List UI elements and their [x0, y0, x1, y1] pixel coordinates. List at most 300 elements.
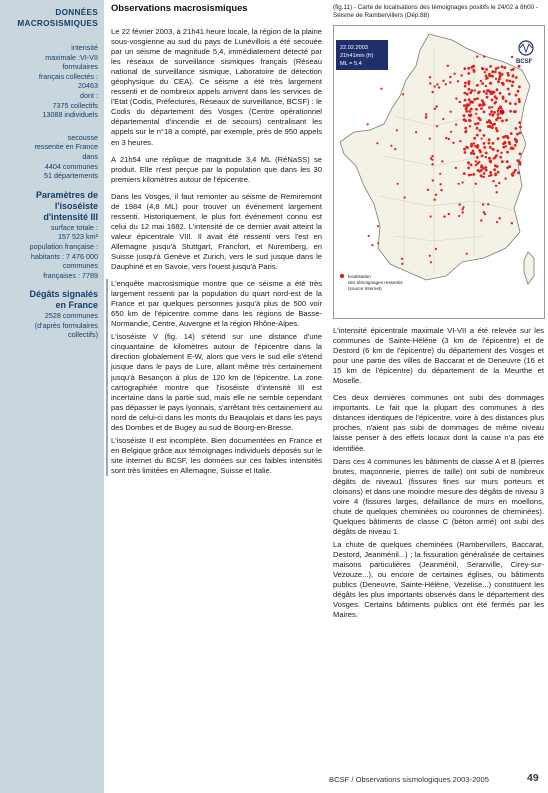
testimony-dot [465, 130, 467, 132]
testimony-dot [492, 180, 494, 182]
testimony-dot [471, 89, 474, 92]
sidebar-params-title: Paramètres de [35, 189, 98, 200]
testimony-dot [467, 167, 470, 170]
testimony-dot [492, 142, 495, 145]
testimony-dot [473, 98, 476, 101]
testimony-dot [491, 106, 493, 108]
testimony-dot [470, 143, 473, 146]
testimony-dot [430, 215, 432, 217]
testimony-dot [483, 55, 485, 57]
testimony-dot [440, 189, 442, 191]
testimony-dot [434, 108, 436, 110]
testimony-dot [401, 258, 403, 260]
paragraph: L'isoséiste V (fig. 14) s'étend sur une distance d'une cinquantaine de kilomètres autour de l'épicentre dans la direction globalement E-W, alors que vers le sud elle s'étend jusque dans le pays de Lure, allant même très certainement jusqu'à Besançon à plus de 120 km de l'épicentre. La zone cartographiée montre que l'isoséiste d'intensité III est incertaine dans la partie sud, mais elle ne semble cependant pas dépasser le pays lyonnais, s'arrêtant très certainement au nord de celui-ci dans les monts du Beaujolais et dans les pays des Dombes et de Bugey au sud de Bourg-en-Bresse. [111, 332, 322, 432]
testimony-dot [511, 173, 514, 176]
testimony-dot [473, 152, 476, 155]
survey-block [106, 279, 322, 476]
paragraph: L'intensité épicentrale maximale VI-VII a été relevée sur les communes de Sainte-Hélène (3 km de l'épicentre) et de Destord (6 km de l'épicentre) du département des Vosges et pour une partie des villes de Baccarat et de Deneuvre (16 et 15 km de l'épicentre) du département de la Meurthe et Moselle. [333, 326, 544, 386]
testimony-dot [475, 164, 477, 166]
testimony-dot [512, 74, 514, 76]
sidebar-stat-line: 157 523 km² [58, 232, 98, 242]
testimony-dot [500, 152, 502, 154]
testimony-dot [457, 80, 459, 82]
legend-line: des témoignages ressentis [348, 280, 403, 285]
sidebar-stat-line: intensité [71, 43, 98, 52]
testimony-dot [498, 182, 500, 184]
testimony-dot [498, 78, 501, 81]
sidebar-params-title: d'intensité III [43, 211, 98, 222]
testimony-dot [463, 104, 466, 107]
testimony-dot [496, 130, 499, 133]
testimony-dot [466, 253, 468, 255]
testimony-dot [506, 166, 509, 169]
testimony-dot [453, 73, 455, 75]
testimony-dot [501, 65, 504, 68]
testimony-dot [450, 111, 452, 113]
testimony-dot [475, 113, 477, 115]
testimony-dot [486, 121, 489, 124]
testimony-dot [397, 183, 399, 185]
testimony-dot [464, 127, 467, 130]
sidebar-stat-line: dans [82, 151, 98, 161]
sidebar-stat-line: communes [62, 261, 98, 271]
testimony-dot [377, 242, 379, 244]
testimony-dot [442, 80, 444, 82]
sidebar [0, 0, 104, 793]
testimony-dot [484, 213, 486, 215]
sidebar-stat-line: surface totale : [50, 222, 98, 232]
testimony-dot [518, 132, 521, 135]
testimony-dot [476, 134, 479, 137]
testimony-dot [477, 144, 480, 147]
testimony-dot [470, 164, 473, 167]
testimony-dot [511, 56, 513, 58]
testimony-dot [475, 160, 477, 162]
sidebar-stat-line: habitants : 7 476 000 [30, 251, 98, 261]
testimony-dot [432, 91, 434, 93]
sidebar-stat-line: 20463 [78, 81, 98, 91]
testimony-dot [455, 97, 457, 99]
testimony-dot [501, 160, 504, 163]
testimony-dot [495, 97, 498, 100]
testimony-dot [481, 175, 483, 177]
testimony-dot [401, 263, 403, 265]
testimony-dot [468, 119, 471, 122]
testimony-dot [488, 125, 491, 128]
testimony-dot [485, 169, 488, 172]
testimony-dot [483, 146, 486, 149]
testimony-dot [468, 114, 471, 117]
testimony-dot [479, 129, 482, 132]
testimony-dot [496, 88, 499, 91]
testimony-dot [480, 219, 482, 221]
testimony-dot [510, 147, 513, 150]
testimony-dot [469, 110, 472, 113]
testimony-dot [483, 90, 486, 93]
testimony-dot [488, 175, 490, 177]
testimony-dot [455, 123, 457, 125]
testimony-dot [490, 110, 493, 113]
testimony-dot [497, 67, 499, 69]
testimony-dot [483, 142, 486, 145]
sidebar-stat-line: dont : [80, 90, 98, 100]
testimony-dot [509, 110, 512, 113]
paragraph: Ces deux dernières communes ont subi des dommages importants. Le fait que la plupart des communes à des distances identiques de l'épicentre, voire à des distances plus proches, n'aient pas subi de dommages de même niveau laisse penser à des effets locaux dont la cause n'a pas été identifiée. [333, 393, 544, 453]
left-column [111, 27, 322, 479]
testimony-dot [518, 85, 521, 88]
testimony-dot [481, 104, 484, 107]
testimony-dot [445, 137, 447, 139]
testimony-dot [435, 105, 437, 107]
testimony-dot [429, 76, 431, 78]
testimony-dot [467, 72, 470, 75]
testimony-dot [482, 203, 484, 205]
testimony-dot [489, 65, 492, 68]
testimony-dot [504, 177, 506, 179]
legend-line: localisation [348, 274, 371, 279]
testimony-dot [473, 137, 476, 140]
testimony-dot [499, 92, 502, 95]
sidebar-stat-line: françaises : 7789 [43, 270, 98, 280]
testimony-dot [455, 167, 457, 169]
testimony-dot [394, 148, 396, 150]
testimony-dot [489, 160, 492, 163]
testimony-dot [485, 152, 488, 155]
testimony-dot [514, 138, 517, 141]
testimony-dot [476, 55, 478, 57]
epicenter-marker [499, 109, 505, 115]
sidebar-stats [0, 29, 104, 120]
testimony-dot [509, 80, 512, 83]
testimony-dot [459, 203, 461, 205]
testimony-dot [439, 173, 441, 175]
testimony-dot [415, 131, 417, 133]
testimony-dot [492, 115, 494, 117]
testimony-dot [468, 103, 471, 106]
testimony-dot [468, 88, 471, 91]
testimony-dot [462, 206, 464, 208]
testimony-dot [493, 168, 496, 171]
testimony-dot [510, 132, 513, 135]
testimony-dot [472, 69, 475, 72]
testimony-dot [468, 98, 471, 101]
testimony-dot [458, 215, 460, 217]
sidebar-stat-line: 13088 individuels [42, 110, 98, 120]
testimony-dot [488, 142, 491, 145]
testimony-dot [518, 98, 521, 101]
testimony-dot [495, 185, 497, 187]
testimony-dot [390, 145, 392, 147]
testimony-dot [462, 181, 464, 183]
testimony-dot [452, 142, 454, 144]
testimony-dot [479, 103, 482, 106]
testimony-dot [481, 82, 484, 85]
testimony-dot [480, 107, 483, 110]
sidebar-params-title: l'isoséiste [54, 200, 98, 211]
testimony-dot [484, 71, 486, 73]
testimony-dot [477, 169, 480, 172]
testimony-dot [497, 80, 500, 83]
testimony-dot [488, 157, 491, 160]
testimony-dot [515, 76, 518, 79]
sidebar-stat-line: (d'après formulaires [34, 320, 98, 330]
testimony-dot [517, 90, 520, 93]
bcsf-logo-text: BCSF [516, 59, 533, 65]
legend-line: (source Internet) [348, 286, 382, 291]
testimony-dot [492, 158, 494, 160]
sidebar-stat-line: 4404 communes [44, 161, 98, 171]
testimony-dot [494, 70, 497, 73]
testimony-dot [439, 183, 441, 185]
testimony-dot [470, 100, 473, 103]
testimony-dot [518, 121, 521, 124]
testimony-dot [504, 66, 507, 69]
sidebar-stat-line: formulaires [62, 62, 98, 72]
sidebar-damage [0, 280, 104, 340]
testimony-dot [467, 162, 470, 165]
testimony-dot [504, 141, 507, 144]
testimony-dot [478, 161, 480, 163]
testimony-dot [476, 156, 479, 159]
testimony-dot [518, 65, 521, 68]
paragraph: Le 22 février 2003, à 21h41 heure locale, la région de la plaine sous-vosgienne au sud du pays de Lunévillois a été secouée par un séisme de magnitude 5,4, immédiatement détecté par les réseaux de surveillance sismiques français (Réseau national de surveillance sismique, Laboratoire de détection géophysique du CEA). Ce séisme a été très largement ressenti et de nombreux appels arrivent dans les services de l'Etat (Codis, Préfectures, Réseaux de surveillance, BCSF) : le Codis du département des Vosges (Centre opérationnel départemental d'incendie et de secours) centralisant les appels sur le n°18 a compté, par exemple, près de 950 appels en 3 heures. [111, 27, 322, 147]
testimony-dot [501, 120, 504, 123]
testimony-dot [519, 153, 522, 156]
testimony-dot [449, 76, 451, 78]
testimony-dot [438, 86, 440, 88]
sidebar-stat-line: maximale :VI-VII [45, 52, 98, 62]
testimony-dot [486, 96, 489, 99]
testimony-dot [436, 83, 438, 85]
testimony-dot [380, 88, 382, 90]
testimony-dot [488, 106, 491, 109]
testimony-dot [496, 165, 499, 168]
testimony-dot [461, 74, 463, 76]
testimony-dot [491, 148, 493, 150]
testimony-dot [496, 221, 498, 223]
testimony-dot [463, 114, 466, 117]
testimony-dot [488, 138, 491, 141]
testimony-dot [470, 152, 473, 155]
testimony-dot [505, 145, 507, 147]
testimony-dot [404, 196, 406, 198]
testimony-dot [465, 146, 467, 148]
sidebar-felt [0, 120, 104, 181]
testimony-dot [463, 172, 466, 175]
testimony-dot [480, 166, 482, 168]
testimony-dot [441, 160, 443, 162]
testimony-dot [458, 183, 460, 185]
bcsf-logo-wave-icon [520, 44, 532, 52]
testimony-dot [499, 105, 502, 108]
testimony-dot [487, 89, 490, 92]
testimony-dot [511, 222, 513, 224]
sidebar-stat-line: secousse [67, 132, 98, 142]
testimony-dot [464, 151, 467, 154]
testimony-dot [467, 80, 470, 83]
testimony-dot [506, 151, 509, 154]
paragraph: L'enquête macrosismique montre que ce séisme a été très largement ressenti par la population du quart nord-est de la France et par quelques personnes jusqu'à plus de 500 voir 650 km de l'épicentre comme dans les régions de Basse-Normandie, Centre, Auvergne et la région Rhône-Alpes. [111, 279, 322, 329]
testimony-dot [498, 217, 500, 219]
testimony-dot [499, 117, 501, 119]
testimony-dot [497, 116, 500, 119]
testimony-dot [472, 150, 475, 153]
testimony-dot [507, 74, 510, 77]
testimony-dot [512, 81, 515, 84]
testimony-dot [516, 133, 519, 136]
paragraph: La chute de quelques cheminées (Rambervillers, Baccarat, Destord, Jeanménil...) ; la fissuration généralisée de certaines maisons particulières (Jeanménil, Seranville, Cirey-sur-Vezouze...), ou encore de certaines églises, ou bâtiments publics (Deneuvre, Sainte-Hélène, Vezelise...) constituent les dégâts les plus importants observés dans le département des Vosges. Certains bâtiments publics ont été fermés par les Maires. [333, 539, 544, 620]
testimony-dot [429, 82, 431, 84]
testimony-dot [498, 72, 501, 75]
testimony-dot [433, 85, 435, 87]
testimony-dot [470, 66, 473, 69]
testimony-dot [427, 189, 429, 191]
testimony-dot [462, 211, 464, 213]
testimony-dot [494, 173, 496, 175]
testimony-dot [402, 93, 404, 95]
testimony-dot [477, 117, 480, 120]
testimony-dot [481, 99, 484, 102]
testimony-dot [429, 138, 431, 140]
testimony-dot [481, 138, 483, 140]
testimony-dot [431, 159, 433, 161]
map-label-line: 21h41min (fr) [340, 53, 374, 59]
testimony-dot [519, 126, 522, 129]
testimony-dot [476, 97, 479, 100]
testimony-dot [497, 171, 500, 174]
testimony-dot [514, 103, 517, 106]
testimony-dot [430, 261, 432, 263]
sidebar-stat-line: 7375 collectifs [52, 100, 98, 110]
testimony-dot [476, 84, 479, 87]
testimony-dot [435, 194, 437, 196]
testimony-dot [482, 68, 485, 71]
testimony-dot [429, 255, 431, 257]
testimony-dot [465, 110, 468, 113]
testimony-dot [485, 78, 487, 80]
testimony-dot [377, 225, 379, 227]
testimony-dot [434, 199, 436, 201]
testimony-dot [508, 141, 511, 144]
testimony-dot [481, 155, 484, 158]
testimony-dot [506, 160, 509, 163]
testimony-dot [468, 174, 471, 177]
sidebar-stat-line: 51 départements [44, 171, 98, 181]
testimony-dot [489, 82, 491, 84]
map-svg [334, 26, 544, 318]
testimony-dot [442, 118, 444, 120]
testimony-dot [473, 142, 475, 144]
testimony-dot [489, 113, 492, 116]
testimony-dot [496, 149, 499, 152]
testimony-dot [488, 74, 491, 77]
testimony-dot [493, 111, 496, 114]
testimony-dot [445, 83, 447, 85]
testimony-dot [483, 111, 486, 114]
testimony-dot [448, 213, 450, 215]
testimony-dot [435, 248, 437, 250]
testimony-dot [464, 119, 467, 122]
testimony-dot [491, 99, 494, 102]
testimony-dot [465, 107, 468, 110]
paragraph: L'isoséiste II est incomplète. Bien documentées en France et en Belgique grâce aux témoignages individuels déposés sur le site internet du BCSF, les données sur ces faibles intensités sont très limitées en Allemagne, Suisse et Italie. [111, 435, 322, 475]
sidebar-heading-line: DONNÉES [55, 8, 98, 17]
testimony-dot [485, 166, 488, 169]
testimony-dot [483, 176, 485, 178]
testimony-dot [510, 69, 512, 71]
testimony-dot [495, 127, 498, 130]
sidebar-heading [0, 0, 104, 29]
testimony-dot [477, 91, 480, 94]
testimony-dot [450, 131, 452, 133]
testimony-dot [459, 101, 461, 103]
testimony-dot [371, 244, 373, 246]
testimony-dot [475, 108, 478, 111]
testimony-dot [469, 125, 471, 127]
testimony-dot [396, 129, 398, 131]
sidebar-stat-line: français collectés : [38, 71, 98, 81]
testimony-dot [478, 149, 481, 152]
map-label-line: 22.02.2003 [340, 45, 368, 51]
testimony-dot [515, 141, 518, 144]
sidebar-damage-title: Dégâts signalés [29, 289, 98, 300]
testimony-dot [464, 99, 467, 102]
corsica-outline [524, 252, 534, 284]
testimony-dot [480, 169, 483, 172]
testimony-dot [508, 93, 511, 96]
testimony-dot [489, 146, 492, 149]
testimony-dot [483, 172, 486, 175]
testimony-dot [480, 80, 482, 82]
testimony-dot [511, 84, 514, 87]
testimony-dot [485, 85, 487, 87]
testimony-dot [489, 121, 492, 124]
testimony-dot [476, 127, 479, 130]
testimony-dot [436, 125, 438, 127]
testimony-dot [491, 75, 494, 78]
testimony-map [333, 25, 545, 319]
testimony-dot [504, 135, 507, 138]
testimony-dot [507, 88, 510, 91]
testimony-dot [463, 67, 466, 70]
testimony-dot [517, 171, 520, 174]
sidebar-heading-line: MACROSISMIQUES [17, 18, 98, 28]
right-column [333, 326, 544, 623]
testimony-dot [367, 123, 369, 125]
testimony-dot [514, 144, 517, 147]
testimony-dot [475, 183, 477, 185]
sidebar-damage-title: en France [55, 300, 98, 311]
sidebar-stat-line: 2528 communes [44, 311, 98, 321]
testimony-dot [505, 100, 508, 103]
testimony-dot [499, 156, 502, 159]
testimony-dot [459, 140, 461, 142]
testimony-dot [519, 163, 522, 166]
testimony-dot [495, 78, 497, 80]
testimony-dot [431, 155, 433, 157]
footer-text: BCSF / Observations sismologiques 2003-2005 [329, 775, 489, 784]
testimony-dot [515, 94, 518, 97]
testimony-dot [449, 81, 451, 83]
testimony-dot [485, 75, 488, 78]
testimony-dot [474, 89, 476, 91]
sidebar-stat-line: collectifs) [68, 330, 98, 340]
testimony-dot [431, 163, 433, 165]
testimony-dot [448, 138, 450, 140]
figure-caption: (fig.11) - Carte de localisations des témoignages positifs le 24/02 à 8h00 - Séisme de Rambervillers (Dép.88) [333, 4, 538, 19]
testimony-dot [470, 174, 472, 176]
paragraph: A 21h54 une réplique de magnitude 3,4 ML (RéNaSS) se produit. Elle n'est perçue par la population que dans les 30 premiers kilomètres autour de l'épicentre. [111, 154, 322, 184]
